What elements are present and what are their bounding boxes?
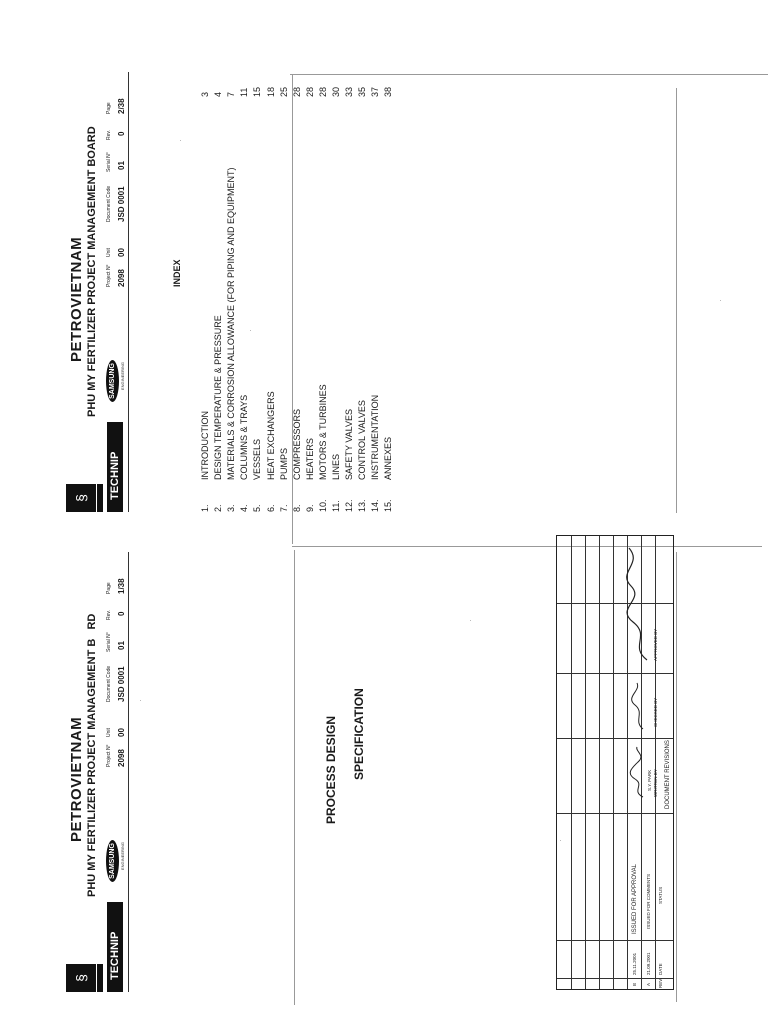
unit-value: 00: [117, 728, 126, 737]
unit-value: 00: [117, 248, 126, 257]
signature-checked: [631, 681, 647, 731]
index-item-label: MOTORS & TURBINES: [317, 384, 328, 480]
index-item-page: 4: [213, 91, 224, 97]
cover-page: [66, 552, 671, 992]
serial-label: Serial N°: [106, 632, 112, 652]
page-value: 1/38: [117, 578, 126, 594]
fold-line-right-lower: [676, 552, 677, 1002]
samsung-sub-label: ENGINEERING: [120, 841, 125, 870]
written-by-name: S.Y. PARK: [647, 769, 652, 791]
rev-value: 0: [117, 131, 126, 136]
date-b: 25.11.2001: [632, 952, 637, 975]
index-page: [66, 72, 446, 512]
index-item-number: 1.: [200, 504, 210, 512]
samsung-logo: SAMSUNG: [106, 360, 119, 402]
serial-value: 01: [117, 161, 126, 170]
index-item-number: 3.: [226, 504, 237, 512]
index-item-label: MATERIALS & CORROSION ALLOWANCE (FOR PIPING AND EQUIPMENT): [226, 167, 237, 480]
status-header: STATUS: [658, 886, 663, 904]
header-rule: [128, 552, 129, 992]
project-value: 2098: [117, 269, 126, 287]
fold-line-middle: [292, 546, 762, 547]
index-item-label: HEATERS: [304, 438, 315, 480]
page-label: Page: [106, 102, 112, 114]
written-by-header: WRITTEN BY: [653, 769, 658, 797]
samsung-logo: SAMSUNG: [106, 840, 119, 882]
index-item-page: 3: [200, 91, 210, 97]
rev-label: Rev.: [106, 130, 112, 140]
approved-by-header: APPROVED BY: [653, 628, 658, 661]
rev-b: B: [632, 982, 637, 986]
index-item-number: 4.: [239, 504, 250, 512]
project-label: Project N°: [106, 744, 112, 767]
doc-code-label: Document Code: [106, 185, 112, 222]
index-item-page: 33: [344, 86, 355, 97]
technip-logo: TECHNIP: [107, 902, 123, 992]
index-item-label: INTRODUCTION: [200, 411, 210, 480]
pmpp-label: [97, 964, 103, 992]
serial-value: 01: [117, 641, 126, 650]
index-item-number: 15.: [383, 499, 394, 512]
index-item-page: 38: [383, 86, 394, 97]
index-item-number: 5.: [252, 504, 263, 512]
status-b: ISSUED FOR APPROVAL: [632, 864, 638, 934]
index-page-header: [66, 82, 156, 512]
project-value: 2098: [117, 749, 126, 767]
index-title: INDEX: [172, 259, 182, 287]
index-item-page: 11: [239, 87, 250, 97]
header-rule: [128, 72, 129, 512]
index-item-page: 28: [304, 86, 315, 97]
flame-icon: §: [73, 974, 89, 982]
index-item-page: 37: [370, 86, 381, 97]
index-item-number: 12.: [344, 499, 355, 512]
index-item-number: 7.: [278, 504, 289, 512]
index-item-label: DESIGN TEMPERATURE & PRESSURE: [213, 315, 224, 480]
rev-label: Rev.: [106, 610, 112, 620]
page-value: 2/38: [117, 98, 126, 114]
samsung-sub-label: ENGINEERING: [120, 361, 125, 390]
index-item-label: CONTROL VALVES: [357, 400, 368, 480]
index-item-number: 10.: [317, 499, 328, 512]
page-label: Page: [106, 582, 112, 594]
index-item-page: 7: [226, 91, 237, 97]
revision-table: [556, 535, 674, 990]
status-a: ISSUED FOR COMMENTS: [646, 873, 651, 929]
index-item-page: 15: [252, 86, 263, 97]
rev-value: 0: [117, 611, 126, 616]
rev-a: A: [646, 982, 651, 986]
index-item-page: 30: [331, 86, 341, 97]
petrovietnam-logo: [66, 964, 96, 992]
date-a: 21.09.2001: [646, 952, 651, 975]
index-item-label: COMPRESSORS: [291, 408, 302, 480]
checked-by-header: CHECKED BY: [653, 697, 658, 727]
index-item-number: 8.: [291, 504, 302, 512]
index-item-number: 13.: [357, 499, 368, 512]
cover-title-line1: PROCESS DESIGN: [324, 715, 338, 824]
cover-page-header: [66, 562, 156, 992]
board-title: [86, 614, 98, 897]
petrovietnam-logo: [66, 484, 96, 512]
signature-approved: [625, 544, 653, 664]
rev-header: REV.: [658, 977, 663, 988]
index-item-number: 11.: [331, 500, 341, 512]
index-item-page: 28: [317, 86, 328, 97]
index-item-label: INSTRUMENTATION: [370, 394, 381, 480]
company-title: PETROVIETNAM: [68, 716, 85, 842]
index-item-number: 9.: [304, 504, 315, 512]
technip-logo: TECHNIP: [107, 422, 123, 512]
index-item-page: 35: [357, 86, 368, 97]
unit-label: Unit: [106, 248, 112, 257]
signature-written: [629, 744, 647, 799]
project-label: Project N°: [106, 264, 112, 287]
index-item-page: 18: [265, 86, 276, 97]
doc-code-value: JSD 0001: [117, 186, 126, 222]
index-item-label: LINES: [331, 453, 341, 480]
index-item-page: 25: [278, 86, 289, 97]
board-title-start: PHU MY FERTILIZER PROJECT MANAGEMENT B: [86, 638, 98, 897]
unit-label: Unit: [106, 728, 112, 737]
board-title: PHU MY FERTILIZER PROJECT MANAGEMENT BOARD: [86, 126, 98, 417]
index-item-label: VESSELS: [252, 438, 263, 480]
fold-line-right: [676, 88, 677, 513]
pmpp-label: [97, 484, 103, 512]
doc-code-value: JSD 0001: [117, 666, 126, 702]
cover-title-line2: SPECIFICATION: [352, 688, 366, 780]
flame-icon: §: [73, 494, 89, 502]
index-item-page: 28: [291, 86, 302, 97]
index-item-number: 14.: [370, 499, 381, 512]
index-item-number: 6.: [265, 504, 276, 512]
doc-code-label: Document Code: [106, 665, 112, 702]
date-header: DATE: [658, 963, 663, 975]
serial-label: Serial N°: [106, 152, 112, 172]
index-item-label: SAFETY VALVES: [344, 408, 355, 480]
index-item-label: PUMPS: [278, 447, 289, 480]
index-item-label: HEAT EXCHANGERS: [265, 391, 276, 480]
index-item-label: COLUMNS & TRAYS: [239, 394, 250, 480]
index-item-label: ANNEXES: [383, 436, 394, 480]
company-title: PETROVIETNAM: [68, 236, 85, 362]
revision-footer: DOCUMENT REVISIONS: [665, 740, 671, 809]
board-title-end: RD: [86, 613, 98, 630]
index-item-number: 2.: [213, 504, 224, 512]
